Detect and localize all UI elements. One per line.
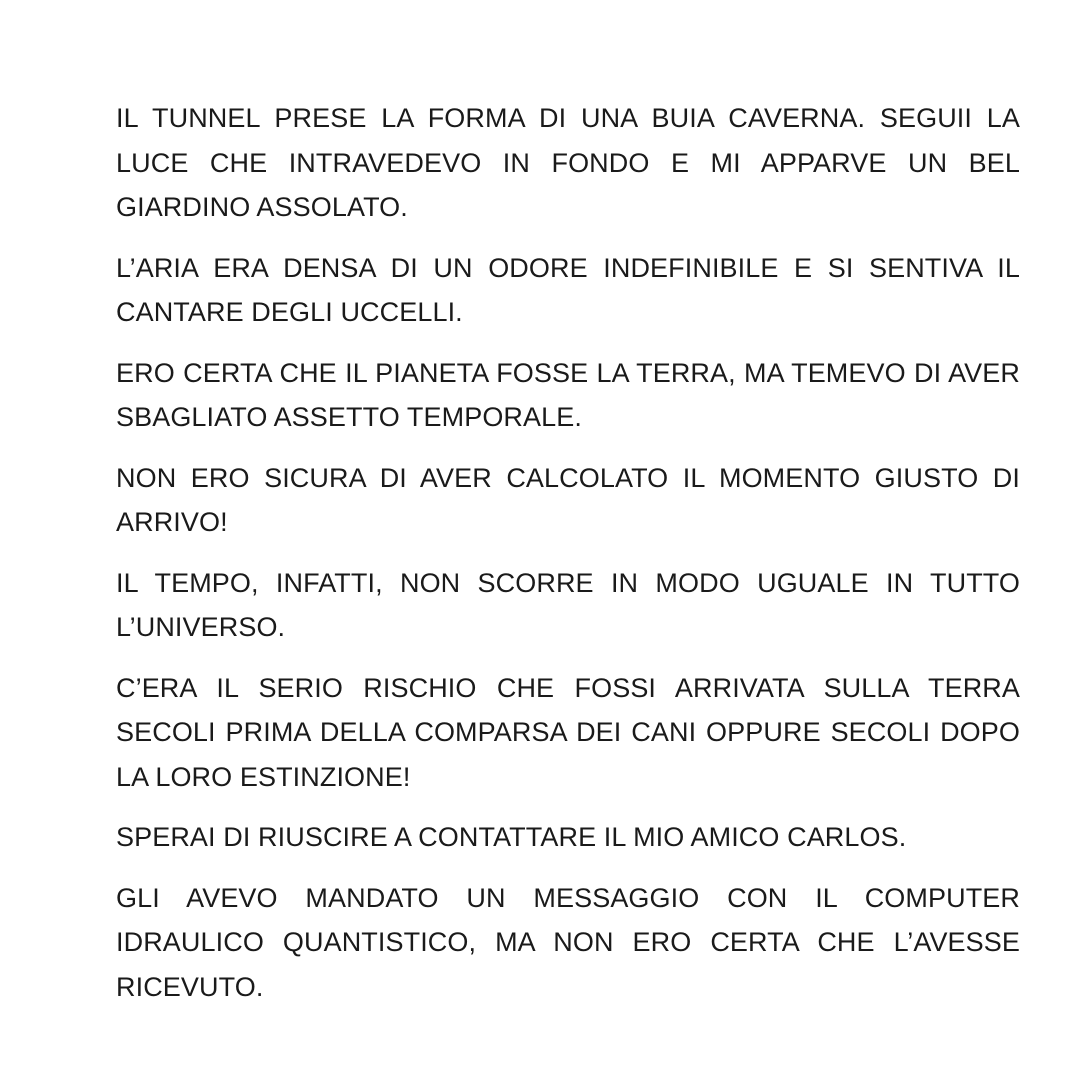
paragraph-5: IL TEMPO, INFATTI, NON SCORRE IN MODO UGUALE IN TUTTO L’UNIVERSO. [116, 567, 1020, 642]
document-page [116, 96, 1020, 1025]
paragraph-3: ERO CERTA CHE IL PIANETA FOSSE LA TERRA, MA TEMEVO DI AVER SBAGLIATO ASSETTO TEMPORALE. [116, 357, 1020, 432]
paragraph-6: C’ERA IL SERIO RISCHIO CHE FOSSI ARRIVATA SULLA TERRA SECOLI PRIMA DELLA COMPARSA DEI CANI OPPURE SECOLI DOPO LA LORO ESTINZIONE! [116, 672, 1020, 792]
paragraph-7: SPERAI DI RIUSCIRE A CONTATTARE IL MIO AMICO CARLOS. [116, 822, 907, 852]
paragraph-8: GLI AVEVO MANDATO UN MESSAGGIO CON IL COMPUTER IDRAULICO QUANTISTICO, MA NON ERO CERTA CHE L’AVESSE RICEVUTO. [116, 882, 1020, 1002]
paragraph-1: IL TUNNEL PRESE LA FORMA DI UNA BUIA CAVERNA. SEGUII LA LUCE CHE INTRAVEDEVO IN FONDO E MI APPARVE UN BEL GIARDINO ASSOLATO. [116, 103, 1020, 222]
paragraph-4: NON ERO SICURA DI AVER CALCOLATO IL MOMENTO GIUSTO DI ARRIVO! [116, 462, 1020, 537]
paragraph-2: L’ARIA ERA DENSA DI UN ODORE INDEFINIBILE E SI SENTIVA IL CANTARE DEGLI UCCELLI. [116, 252, 1020, 327]
